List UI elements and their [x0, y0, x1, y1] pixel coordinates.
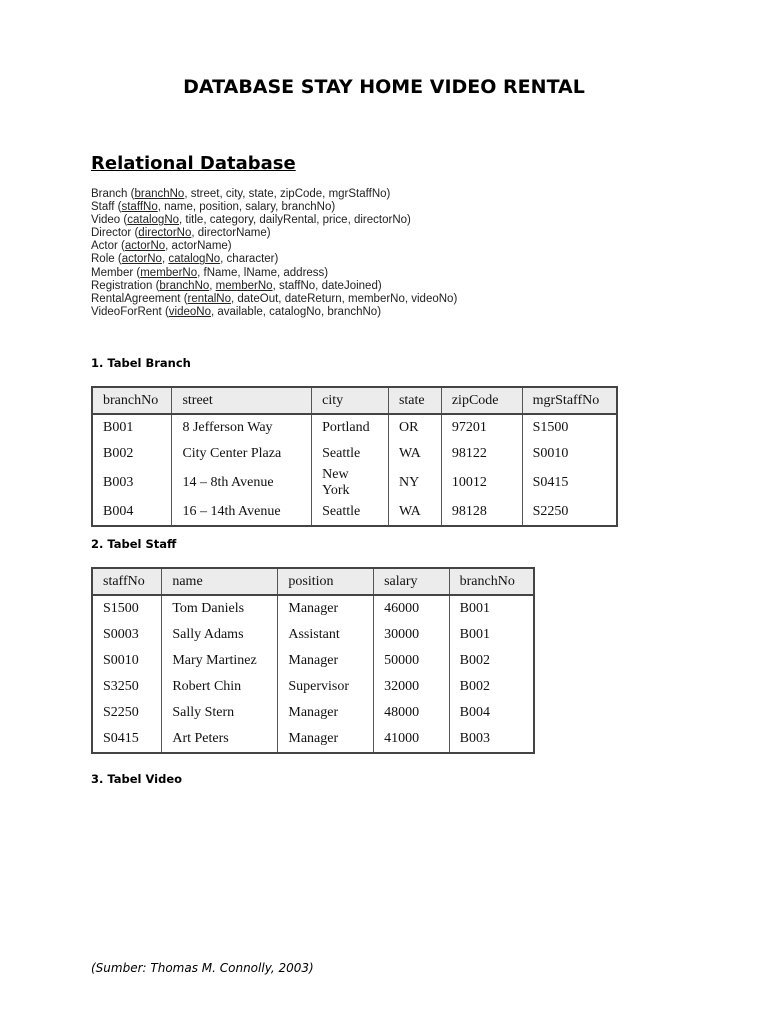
table-cell: S3250	[92, 674, 162, 700]
table-cell: Supervisor	[278, 674, 374, 700]
schema-relation-name: Video	[91, 214, 121, 227]
table-cell: Mary Martinez	[162, 648, 278, 674]
table-cell: 16 – 14th Avenue	[172, 499, 312, 526]
schema-attributes: , staffNo, dateJoined)	[272, 279, 382, 292]
table-cell: Manager	[278, 595, 374, 622]
table-cell: Sally Adams	[162, 622, 278, 648]
table-cell: Manager	[278, 648, 374, 674]
schema-primary-key: actorNo	[124, 240, 166, 253]
table-row	[92, 595, 534, 622]
table-cell: 97201	[441, 414, 522, 441]
table-cell: 98122	[441, 441, 522, 467]
schema-relation-name: Role	[91, 253, 115, 266]
schema-relation-name: Actor	[91, 240, 118, 253]
table-cell: 32000	[374, 674, 450, 700]
branch-column-header: state	[388, 387, 441, 414]
schema-primary-key: catalogNo	[168, 253, 221, 266]
table-cell: 46000	[374, 595, 450, 622]
schema-relation-name: Staff	[91, 201, 115, 214]
table-cell: S1500	[92, 595, 162, 622]
schema-attributes: , actorName)	[165, 240, 232, 253]
table-cell: B001	[92, 414, 172, 441]
table-cell: Assistant	[278, 622, 374, 648]
table-cell: 8 Jefferson Way	[172, 414, 312, 441]
schema-attributes: , character)	[220, 253, 279, 266]
table-row	[92, 622, 534, 648]
schema-row: Actor (actorNo, actorName)	[91, 240, 232, 253]
staff-table	[91, 567, 535, 754]
table-cell: S0415	[92, 726, 162, 753]
table-cell: B003	[92, 467, 172, 499]
document-title: DATABASE STAY HOME VIDEO RENTAL	[183, 76, 585, 98]
table-cell: Manager	[278, 726, 374, 753]
schema-relation-name: Director	[91, 227, 132, 240]
table-row	[92, 441, 617, 467]
schema-primary-key: memberNo	[215, 279, 273, 292]
branch-column-header: mgrStaffNo	[522, 387, 617, 414]
schema-primary-key: catalogNo	[127, 214, 180, 227]
schema-row: VideoForRent (videoNo, available, catalogNo, branchNo)	[91, 305, 382, 318]
schema-row: Registration (branchNo, memberNo, staffNo, dateJoined)	[91, 279, 382, 292]
video-table-label: 3. Tabel Video	[91, 772, 183, 786]
table-cell: B004	[92, 499, 172, 526]
table-cell: B002	[449, 674, 534, 700]
table-cell: NY	[388, 467, 441, 499]
table-cell: 98128	[441, 499, 522, 526]
schema-primary-key: memberNo	[140, 266, 198, 279]
table-cell: Seattle	[312, 499, 389, 526]
table-cell: WA	[388, 441, 441, 467]
table-cell: B003	[449, 726, 534, 753]
table-cell: B001	[449, 622, 534, 648]
schema-primary-key: staffNo	[121, 201, 158, 214]
table-cell: Robert Chin	[162, 674, 278, 700]
schema-row: Member (memberNo, fName, lName, address)	[91, 266, 329, 279]
table-row	[92, 414, 617, 441]
schema-relation-name: Branch	[91, 188, 128, 200]
table-cell: OR	[388, 414, 441, 441]
staff-column-header: staffNo	[92, 568, 162, 595]
schema-primary-key: videoNo	[168, 305, 211, 318]
table-cell: Art Peters	[162, 726, 278, 753]
schema-primary-key: actorNo	[121, 253, 162, 266]
table-row	[92, 648, 534, 674]
schema-primary-key: branchNo	[134, 188, 185, 200]
schema-row: Staff (staffNo, name, position, salary, branchNo)	[91, 201, 336, 214]
staff-column-header: position	[278, 568, 374, 595]
schema-relation-name: RentalAgreement	[91, 292, 181, 305]
staff-column-header: branchNo	[449, 568, 534, 595]
schema-primary-key: rentalNo	[187, 292, 231, 305]
table-cell: B001	[449, 595, 534, 622]
schema-attributes: , fName, lName, address)	[197, 266, 329, 279]
schema-primary-key: branchNo	[159, 279, 210, 292]
schema-row: Video (catalogNo, title, category, dailyRental, price, directorNo)	[91, 214, 411, 227]
table-cell: 30000	[374, 622, 450, 648]
schema-row: RentalAgreement (rentalNo, dateOut, dateReturn, memberNo, videoNo)	[91, 292, 458, 305]
table-cell: B002	[449, 648, 534, 674]
table-row	[92, 467, 617, 499]
schema-relation-name: VideoForRent	[91, 305, 162, 318]
branch-column-header: street	[172, 387, 312, 414]
schema-row: Director (directorNo, directorName)	[91, 227, 271, 240]
table-row	[92, 700, 534, 726]
schema-attributes: , title, category, dailyRental, price, directorNo)	[179, 214, 411, 227]
table-cell: WA	[388, 499, 441, 526]
table-row	[92, 674, 534, 700]
schema-relation-name: Registration	[91, 279, 153, 292]
schema-attributes: , available, catalogNo, branchNo)	[210, 305, 382, 318]
branch-table-label: 1. Tabel Branch	[91, 356, 191, 370]
table-cell: 41000	[374, 726, 450, 753]
schema-relation-name: Member	[91, 266, 134, 279]
staff-column-header: name	[162, 568, 278, 595]
table-cell: 48000	[374, 700, 450, 726]
staff-table-label: 2. Tabel Staff	[91, 537, 177, 551]
table-cell: Tom Daniels	[162, 595, 278, 622]
table-cell: B004	[449, 700, 534, 726]
table-cell: 14 – 8th Avenue	[172, 467, 312, 499]
table-cell: 50000	[374, 648, 450, 674]
relational-schema-list	[91, 188, 457, 319]
table-row	[92, 499, 617, 526]
section-heading: Relational Database	[91, 153, 296, 174]
schema-attributes: , street, city, state, zipCode, mgrStaffNo)	[184, 188, 391, 200]
table-cell: S0003	[92, 622, 162, 648]
table-row	[92, 726, 534, 753]
branch-column-header: zipCode	[441, 387, 522, 414]
table-cell: S2250	[92, 700, 162, 726]
table-cell: Manager	[278, 700, 374, 726]
schema-attributes: , name, position, salary, branchNo)	[157, 201, 336, 214]
table-cell: Portland	[312, 414, 389, 441]
table-cell: City Center Plaza	[172, 441, 312, 467]
branch-table	[91, 386, 618, 527]
table-cell: S1500	[522, 414, 617, 441]
table-cell: 10012	[441, 467, 522, 499]
schema-attributes: , directorName)	[191, 227, 271, 240]
source-citation: (Sumber: Thomas M. Connolly, 2003)	[91, 961, 314, 975]
table-cell: S0415	[522, 467, 617, 499]
schema-attributes: , dateOut, dateReturn, memberNo, videoNo)	[231, 292, 458, 305]
schema-primary-key: directorNo	[138, 227, 192, 240]
table-cell: S2250	[522, 499, 617, 526]
branch-column-header: branchNo	[92, 387, 172, 414]
table-cell: New York	[312, 467, 389, 499]
table-cell: S0010	[522, 441, 617, 467]
table-cell: S0010	[92, 648, 162, 674]
schema-row: Branch (branchNo, street, city, state, zipCode, mgrStaffNo)	[91, 188, 391, 200]
table-cell: Sally Stern	[162, 700, 278, 726]
table-cell: B002	[92, 441, 172, 467]
table-cell: Seattle	[312, 441, 389, 467]
schema-row: Role (actorNo, catalogNo, character)	[91, 253, 279, 266]
staff-column-header: salary	[374, 568, 450, 595]
branch-column-header: city	[312, 387, 389, 414]
